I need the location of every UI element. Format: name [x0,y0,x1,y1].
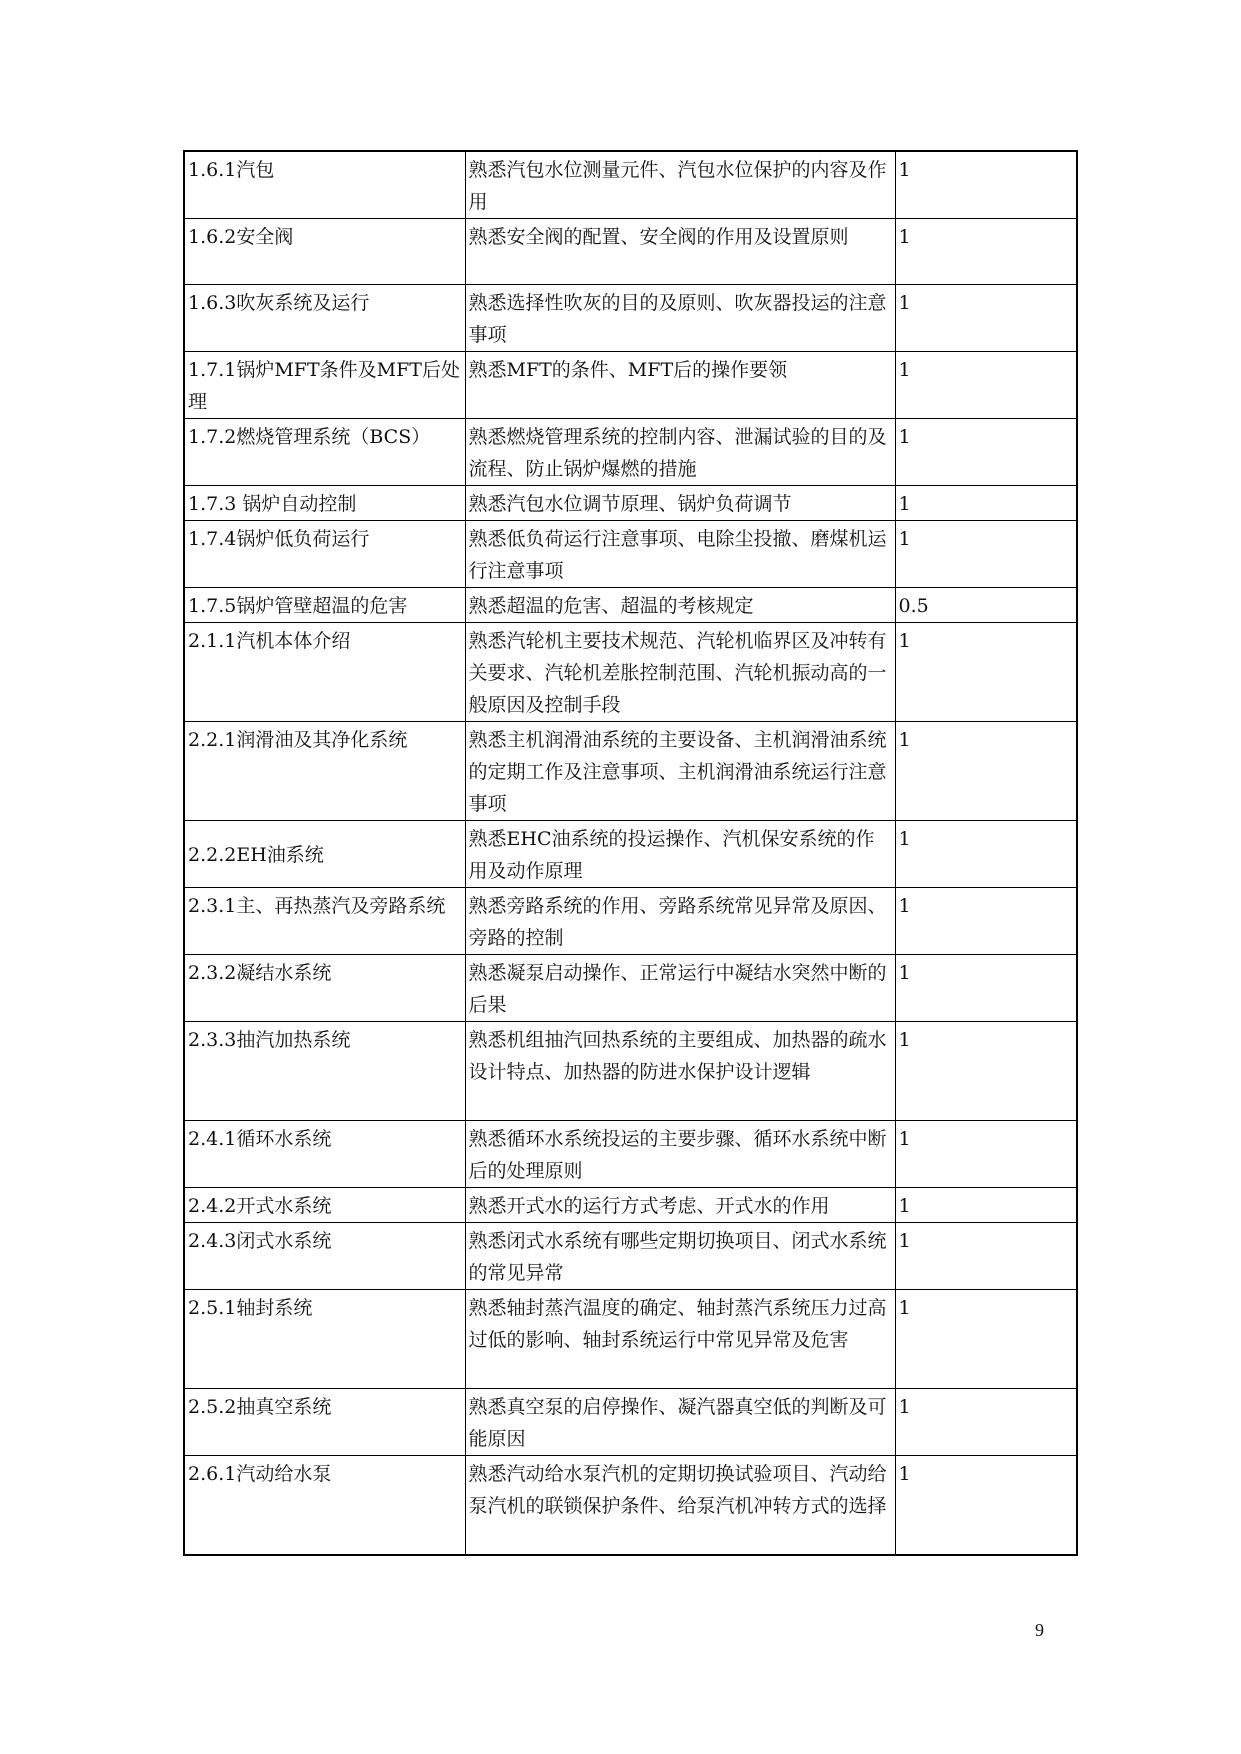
table-row [184,285,1077,352]
score-cell: 0.5 [895,588,1077,623]
topic-cell: 2.5.1轴封系统 [184,1290,465,1389]
score-cell: 1 [895,1022,1077,1121]
table-row [184,722,1077,821]
table-row [184,521,1077,588]
requirement-cell: 熟悉燃烧管理系统的控制内容、泄漏试验的目的及流程、防止锅炉爆燃的措施 [465,419,895,486]
score-cell: 1 [895,151,1077,219]
table-row [184,219,1077,285]
requirement-cell: 熟悉循环水系统投运的主要步骤、循环水系统中断后的处理原则 [465,1121,895,1188]
requirement-cell: 熟悉真空泵的启停操作、凝汽器真空低的判断及可能原因 [465,1389,895,1456]
table-row [184,486,1077,521]
topic-cell: 1.6.2安全阀 [184,219,465,285]
topic-cell: 2.2.1润滑油及其净化系统 [184,722,465,821]
requirement-cell: 熟悉闭式水系统有哪些定期切换项目、闭式水系统的常见异常 [465,1223,895,1290]
table-row [184,1121,1077,1188]
table-row [184,1389,1077,1456]
topic-cell: 2.1.1汽机本体介绍 [184,623,465,722]
requirement-cell: 熟悉开式水的运行方式考虑、开式水的作用 [465,1188,895,1223]
table-row [184,1290,1077,1389]
score-cell: 1 [895,219,1077,285]
table-row [184,588,1077,623]
requirement-cell: 熟悉主机润滑油系统的主要设备、主机润滑油系统的定期工作及注意事项、主机润滑油系统运行注意事项 [465,722,895,821]
table-row [184,1456,1077,1555]
table-row [184,1022,1077,1121]
topic-cell: 1.7.1锅炉MFT条件及MFT后处理 [184,352,465,419]
requirement-cell: 熟悉凝泵启动操作、正常运行中凝结水突然中断的后果 [465,955,895,1022]
score-cell: 1 [895,1188,1077,1223]
score-cell: 1 [895,486,1077,521]
requirement-cell: 熟悉汽动给水泵汽机的定期切换试验项目、汽动给泵汽机的联锁保护条件、给泵汽机冲转方式的选择 [465,1456,895,1555]
page-number: 9 [1035,1620,1044,1640]
topic-cell: 2.4.1循环水系统 [184,1121,465,1188]
requirement-cell: 熟悉汽包水位调节原理、锅炉负荷调节 [465,486,895,521]
requirement-cell: 熟悉机组抽汽回热系统的主要组成、加热器的疏水设计特点、加热器的防进水保护设计逻辑 [465,1022,895,1121]
score-cell: 1 [895,821,1077,888]
table-row [184,352,1077,419]
score-cell: 1 [895,623,1077,722]
score-cell: 1 [895,521,1077,588]
requirement-cell: 熟悉旁路系统的作用、旁路系统常见异常及原因、旁路的控制 [465,888,895,955]
requirement-cell: 熟悉超温的危害、超温的考核规定 [465,588,895,623]
topic-cell: 1.6.1汽包 [184,151,465,219]
requirement-cell: 熟悉EHC油系统的投运操作、汽机保安系统的作用及动作原理 [465,821,895,888]
table-row [184,888,1077,955]
requirement-cell: 熟悉MFT的条件、MFT后的操作要领 [465,352,895,419]
curriculum-table [183,150,1078,1556]
table-row [184,623,1077,722]
topic-cell: 2.3.3抽汽加热系统 [184,1022,465,1121]
requirement-cell: 熟悉选择性吹灰的目的及原则、吹灰器投运的注意事项 [465,285,895,352]
requirement-cell: 熟悉汽包水位测量元件、汽包水位保护的内容及作用 [465,151,895,219]
table-row [184,151,1077,219]
score-cell: 1 [895,419,1077,486]
table-row [184,821,1077,888]
score-cell: 1 [895,722,1077,821]
score-cell: 1 [895,1389,1077,1456]
requirement-cell: 熟悉汽轮机主要技术规范、汽轮机临界区及冲转有关要求、汽轮机差胀控制范围、汽轮机振动高的一般原因及控制手段 [465,623,895,722]
topic-cell: 1.6.3吹灰系统及运行 [184,285,465,352]
score-cell: 1 [895,1290,1077,1389]
topic-cell: 2.6.1汽动给水泵 [184,1456,465,1555]
requirement-cell: 熟悉低负荷运行注意事项、电除尘投撤、磨煤机运行注意事项 [465,521,895,588]
table-row [184,1223,1077,1290]
score-cell: 1 [895,1121,1077,1188]
table-row [184,419,1077,486]
requirement-cell: 熟悉轴封蒸汽温度的确定、轴封蒸汽系统压力过高过低的影响、轴封系统运行中常见异常及危害 [465,1290,895,1389]
score-cell: 1 [895,888,1077,955]
topic-cell: 1.7.3 锅炉自动控制 [184,486,465,521]
topic-cell: 1.7.4锅炉低负荷运行 [184,521,465,588]
table-row [184,1188,1077,1223]
score-cell: 1 [895,1223,1077,1290]
topic-cell: 2.4.3闭式水系统 [184,1223,465,1290]
score-cell: 1 [895,285,1077,352]
topic-cell: 2.3.1主、再热蒸汽及旁路系统 [184,888,465,955]
score-cell: 1 [895,1456,1077,1555]
requirement-cell: 熟悉安全阀的配置、安全阀的作用及设置原则 [465,219,895,285]
topic-cell: 2.5.2抽真空系统 [184,1389,465,1456]
score-cell: 1 [895,955,1077,1022]
topic-cell: 1.7.2燃烧管理系统（BCS） [184,419,465,486]
table-row [184,955,1077,1022]
topic-cell: 2.3.2凝结水系统 [184,955,465,1022]
topic-cell: 2.2.2EH油系统 [184,821,465,888]
score-cell: 1 [895,352,1077,419]
topic-cell: 1.7.5锅炉管壁超温的危害 [184,588,465,623]
topic-cell: 2.4.2开式水系统 [184,1188,465,1223]
